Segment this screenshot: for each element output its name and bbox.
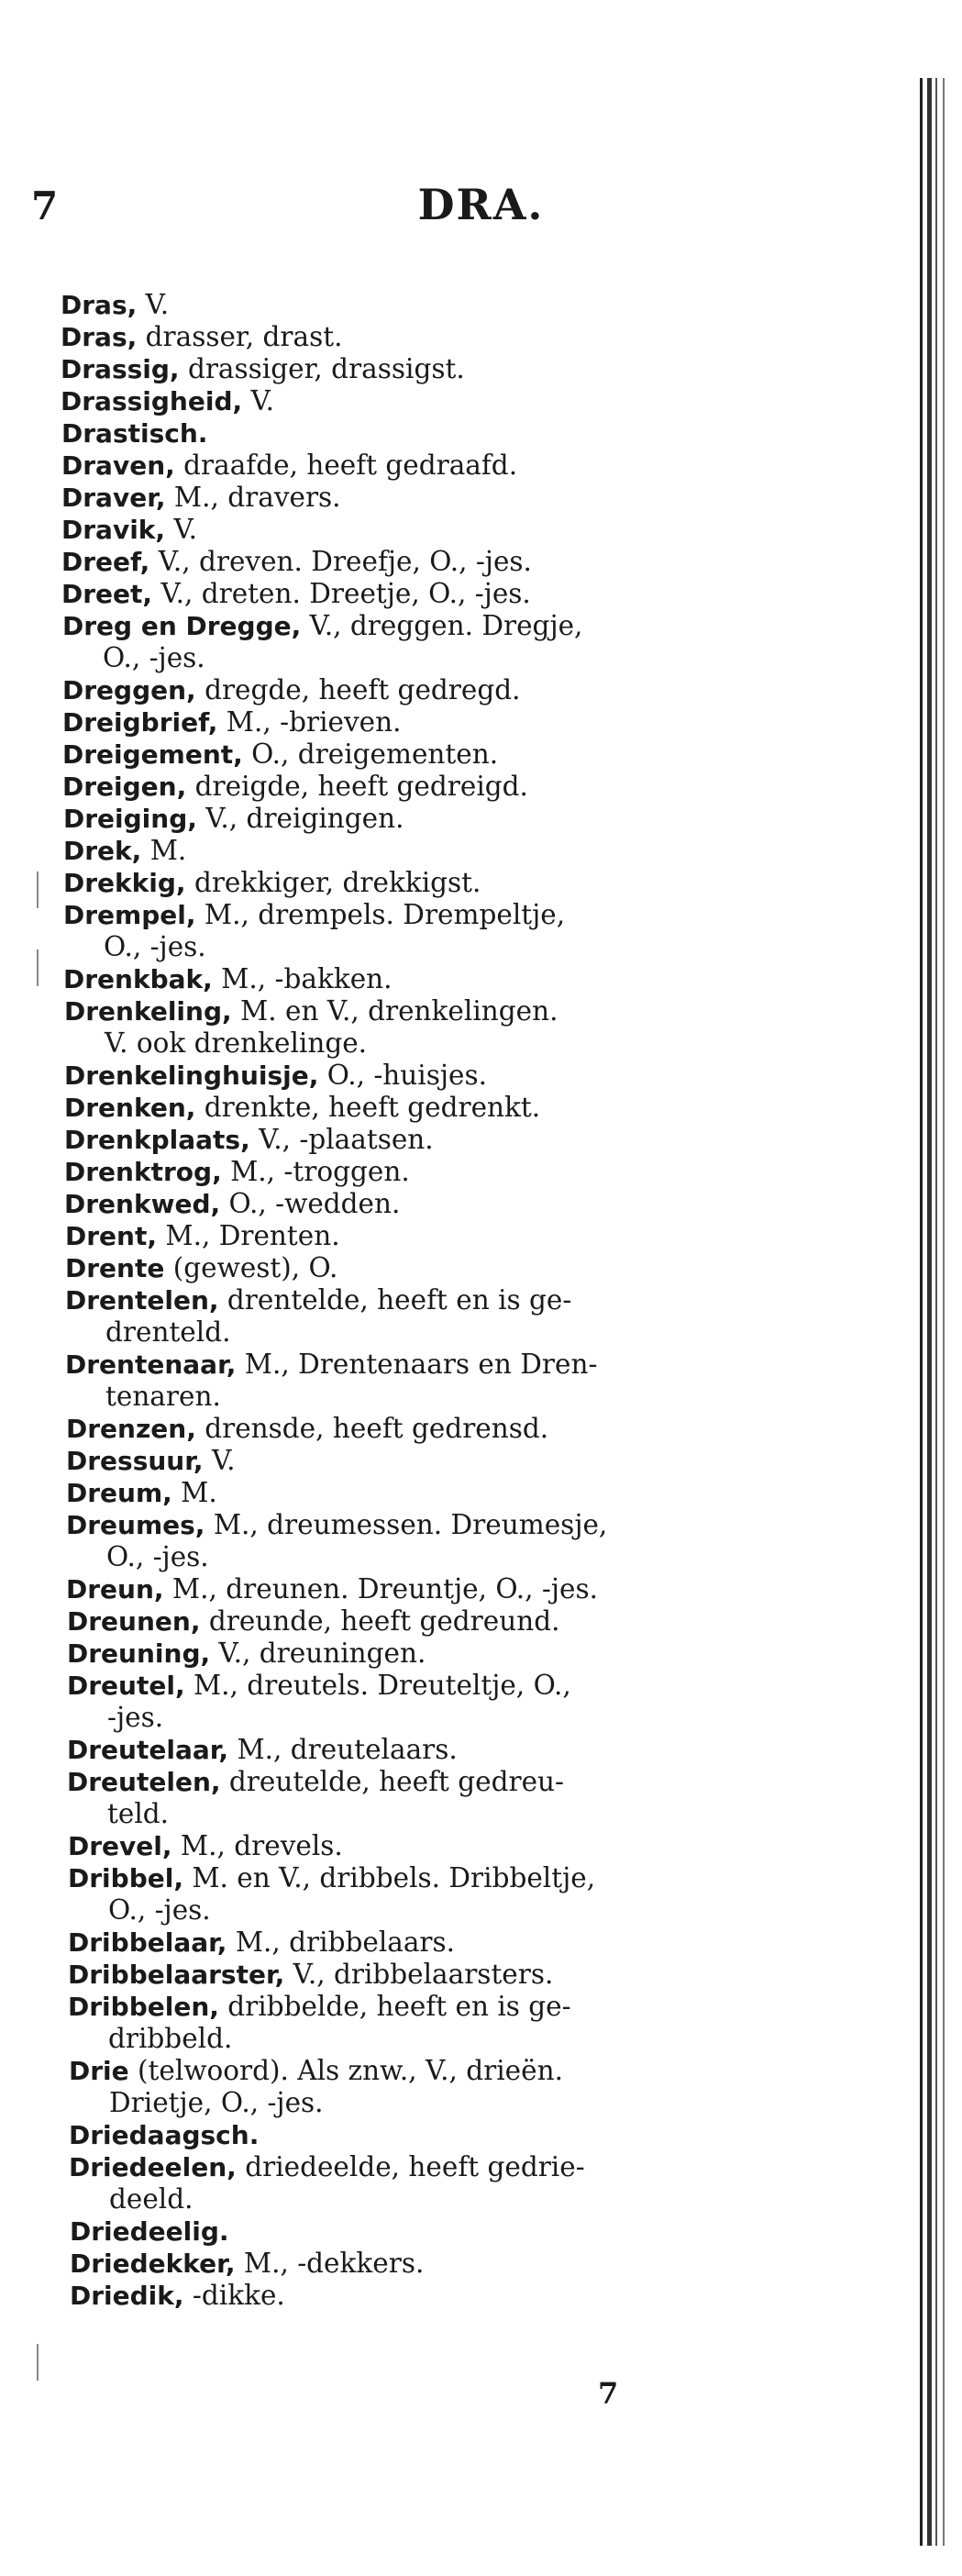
entry-continuation: dribbeld. [108, 2023, 233, 2054]
margin-mark [37, 949, 39, 986]
entry-definition: (telwoord). Als znw., V., drieën. [128, 2055, 563, 2086]
entry-headword: Dras, [61, 322, 138, 352]
entry-continuation: teld. [107, 1798, 170, 1829]
entry-headword: Dreutel, [67, 1671, 185, 1701]
entry-headword: Draver, [61, 483, 166, 513]
entry-definition: M., dreumessen. Dreumesje, [205, 1509, 608, 1540]
dictionary-entry [67, 1734, 458, 1766]
corner-page-mark: 7 [31, 183, 59, 228]
entry-headword: Drevel, [68, 1831, 172, 1861]
dictionary-entry [70, 2248, 424, 2280]
entry-headword: Dreg en Dregge, [62, 611, 302, 641]
margin-mark [37, 2344, 39, 2381]
entry-headword: Dreigbrief, [62, 707, 218, 738]
entry-headword: Driedekker, [70, 2248, 236, 2279]
entry-headword: Dreutelaar, [67, 1735, 229, 1765]
dictionary-entry [65, 1349, 597, 1413]
entry-headword: Drente [65, 1253, 165, 1283]
entry-headword: Dras, [61, 290, 138, 320]
entry-definition: M., dreutelaars. [228, 1734, 458, 1765]
entry-definition: M., dreutels. Dreuteltje, O., [184, 1670, 571, 1701]
entry-headword: Drassig, [61, 354, 180, 384]
dictionary-entry [61, 450, 517, 482]
dictionary-entry [64, 1060, 487, 1092]
entry-definition: drentelde, heeft en is ge- [218, 1284, 572, 1316]
dictionary-entry [66, 1445, 235, 1477]
entry-definition: M., -bakken. [212, 963, 393, 994]
entry-definition: O., -huisjes. [318, 1060, 488, 1091]
entry-headword: Driedeelig. [70, 2216, 229, 2247]
dictionary-entry [66, 1509, 607, 1573]
entry-definition: draafde, heeft gedraafd. [174, 450, 518, 481]
dictionary-entry [62, 610, 582, 674]
entry-headword: Driedaagsch. [69, 2120, 260, 2150]
dictionary-entry [61, 482, 341, 514]
page-edge-line [927, 78, 932, 2546]
entry-continuation: O., -jes. [106, 1541, 209, 1572]
entry-headword: Dreuning, [67, 1638, 211, 1669]
entry-definition: V. [165, 514, 197, 545]
dictionary-entry [70, 2280, 285, 2312]
entry-headword: Drek, [63, 836, 142, 866]
dictionary-entry [67, 1605, 560, 1638]
entry-continuation: O., -jes. [108, 1894, 211, 1926]
entry-definition: driedeelde, heeft gedrie- [236, 2151, 585, 2182]
dictionary-entry [69, 2151, 585, 2215]
entry-headword: Dribbelaar, [68, 1927, 227, 1958]
entry-definition: M., -troggen. [221, 1156, 410, 1187]
margin-mark [37, 872, 39, 908]
entry-definition: M., -dekkers. [235, 2248, 425, 2279]
entry-definition: dreutelde, heeft gedreu- [220, 1766, 564, 1797]
entry-headword: Drempel, [63, 900, 196, 930]
dictionary-entry [64, 1156, 410, 1188]
dictionary-entry [70, 2215, 229, 2248]
page-edge-line [935, 78, 937, 2546]
entry-definition: V., dreuningen. [210, 1638, 426, 1669]
entry-definition: dreunde, heeft gedreund. [200, 1605, 560, 1637]
entry-headword: Drenkeling, [64, 996, 232, 1027]
dictionary-entry [61, 578, 531, 610]
entry-continuation: drenteld. [105, 1316, 231, 1348]
entry-headword: Draven, [61, 450, 175, 481]
entry-headword: Dreun, [66, 1574, 164, 1604]
entry-list [0, 289, 962, 2362]
entry-headword: Drenkwed, [64, 1189, 221, 1219]
dictionary-entry [64, 1092, 540, 1124]
entry-definition: -dikke. [183, 2280, 285, 2311]
entry-headword: Dribbel, [68, 1863, 183, 1893]
entry-definition: M., -brieven. [217, 706, 402, 738]
page-number: 7 [598, 2376, 619, 2411]
dictionary-entry [62, 738, 498, 771]
dictionary-entry [63, 963, 393, 995]
entry-headword: Drenktrog, [64, 1157, 222, 1187]
dictionary-entry [68, 1862, 595, 1926]
entry-definition: M. [141, 835, 187, 866]
page-edge-line [943, 78, 945, 2546]
dictionary-entry [65, 1252, 337, 1284]
dictionary-entry [61, 546, 532, 578]
entry-definition: dreigde, heeft gedreigd. [186, 771, 528, 802]
entry-headword: Dreigement, [62, 739, 243, 770]
entry-definition: V. [137, 289, 170, 320]
entry-definition: M., Drenten. [157, 1220, 340, 1251]
entry-definition: V., dreven. Dreefje, O., -jes. [149, 546, 532, 577]
entry-definition: V., dribbelaarsters. [284, 1959, 554, 1990]
entry-definition: M., drevels. [171, 1830, 343, 1861]
dictionary-entry [61, 289, 169, 321]
entry-definition: M. en V., drenkelingen. [231, 995, 558, 1027]
dictionary-entry [62, 771, 528, 803]
entry-definition: M., dreunen. Dreuntje, O., -jes. [163, 1573, 599, 1604]
entry-headword: Drenken, [64, 1093, 196, 1123]
dictionary-entry [69, 2119, 259, 2151]
entry-headword: Dreet, [61, 579, 153, 609]
dictionary-entry [68, 1959, 553, 1991]
dictionary-entry [63, 899, 565, 963]
entry-headword: Driedeelen, [69, 2152, 237, 2182]
dictionary-entry [65, 1220, 340, 1252]
dictionary-entry [68, 1926, 455, 1959]
entry-definition: V., dreigingen. [196, 803, 404, 834]
dictionary-entry [61, 385, 274, 417]
dictionary-entry [63, 835, 186, 867]
entry-continuation: Drietje, O., -jes. [109, 2087, 324, 2118]
entry-headword: Drenkbak, [63, 964, 213, 994]
entry-headword: Drassigheid, [61, 386, 243, 416]
dictionary-entry [64, 1124, 434, 1156]
entry-continuation: -jes. [107, 1702, 164, 1733]
entry-headword: Dreiging, [63, 804, 197, 834]
entry-definition: M., dribbelaars. [227, 1926, 456, 1958]
dictionary-entry [66, 1477, 217, 1509]
entry-headword: Drie [69, 2056, 129, 2086]
entry-definition: M. en V., dribbels. Dribbeltje, [182, 1862, 596, 1893]
entry-definition: O., dreigementen. [242, 738, 499, 770]
dictionary-entry [61, 417, 207, 450]
dictionary-entry [67, 1670, 571, 1734]
entry-headword: Drenkelinghuisje, [64, 1060, 319, 1091]
entry-headword: Dressuur, [66, 1446, 204, 1476]
entry-headword: Drenkplaats, [64, 1125, 250, 1155]
entry-headword: Dreutelen, [67, 1767, 221, 1797]
entry-definition: (gewest), O. [164, 1252, 338, 1283]
dictionary-entry [69, 2055, 563, 2119]
entry-headword: Drastisch. [61, 418, 208, 449]
running-head: DRA. [417, 180, 545, 229]
entry-definition: drekkiger, drekkigst. [185, 867, 481, 898]
dictionary-entry [68, 1830, 343, 1862]
entry-headword: Drentenaar, [65, 1349, 237, 1380]
entry-definition: drassiger, drassigst. [179, 353, 465, 384]
entry-continuation: O., -jes. [104, 931, 206, 962]
entry-continuation: O., -jes. [103, 642, 205, 673]
dictionary-entry [66, 1413, 548, 1445]
entry-definition: drensde, heeft gedrensd. [195, 1413, 549, 1444]
dictionary-entry [66, 1573, 598, 1605]
entry-definition: O., -wedden. [220, 1188, 401, 1219]
entry-headword: Dravik, [61, 515, 166, 545]
entry-headword: Drent, [65, 1221, 157, 1251]
entry-definition: V. [242, 385, 275, 416]
entry-headword: Dreunen, [67, 1606, 201, 1637]
entry-headword: Dreef, [61, 547, 150, 577]
entry-definition: M., Drentenaars en Dren- [236, 1349, 598, 1380]
dictionary-entry [61, 353, 465, 385]
entry-definition: drasser, drast. [137, 321, 343, 352]
entry-headword: Driedik, [70, 2281, 184, 2311]
dictionary-entry [65, 1284, 571, 1349]
entry-headword: Dreggen, [62, 675, 196, 705]
dictionary-entry [61, 514, 197, 546]
dictionary-entry [62, 674, 521, 706]
entry-definition: drenkte, heeft gedrenkt. [195, 1092, 541, 1123]
entry-headword: Drentelen, [65, 1285, 219, 1316]
dictionary-entry [63, 867, 481, 899]
entry-definition: V., dreggen. Dregje, [301, 610, 583, 641]
entry-continuation: V. ook drenkelinge. [105, 1027, 368, 1059]
entry-headword: Dreigen, [62, 772, 187, 802]
entry-continuation: tenaren. [105, 1381, 221, 1412]
page-edge-line [920, 78, 923, 2546]
entry-headword: Dreum, [66, 1478, 172, 1508]
entry-headword: Dribbelen, [68, 1992, 219, 2022]
entry-headword: Drekkig, [63, 868, 186, 898]
entry-definition: dregde, heeft gedregd. [195, 674, 521, 705]
dictionary-entry [63, 803, 404, 835]
entry-definition: dribbelde, heeft en is ge- [218, 1991, 571, 2022]
dictionary-entry [68, 1991, 571, 2055]
entry-continuation: deeld. [109, 2183, 194, 2215]
entry-headword: Drenzen, [66, 1414, 196, 1444]
entry-definition: M., dravers. [165, 482, 341, 513]
entry-definition: V., -plaatsen. [249, 1124, 434, 1155]
dictionary-entry [67, 1638, 426, 1670]
dictionary-entry [64, 995, 558, 1060]
dictionary-entry [62, 706, 401, 738]
dictionary-entry [64, 1188, 400, 1220]
entry-definition: V., dreten. Dreetje, O., -jes. [152, 578, 531, 609]
entry-headword: Dreumes, [66, 1510, 205, 1540]
entry-definition: M., drempels. Drempeltje, [195, 899, 566, 930]
dictionary-entry [67, 1766, 564, 1830]
dictionary-entry [61, 321, 343, 353]
entry-headword: Dribbelaarster, [68, 1960, 285, 1990]
entry-definition: V. [203, 1445, 236, 1476]
entry-definition: M. [171, 1477, 217, 1508]
